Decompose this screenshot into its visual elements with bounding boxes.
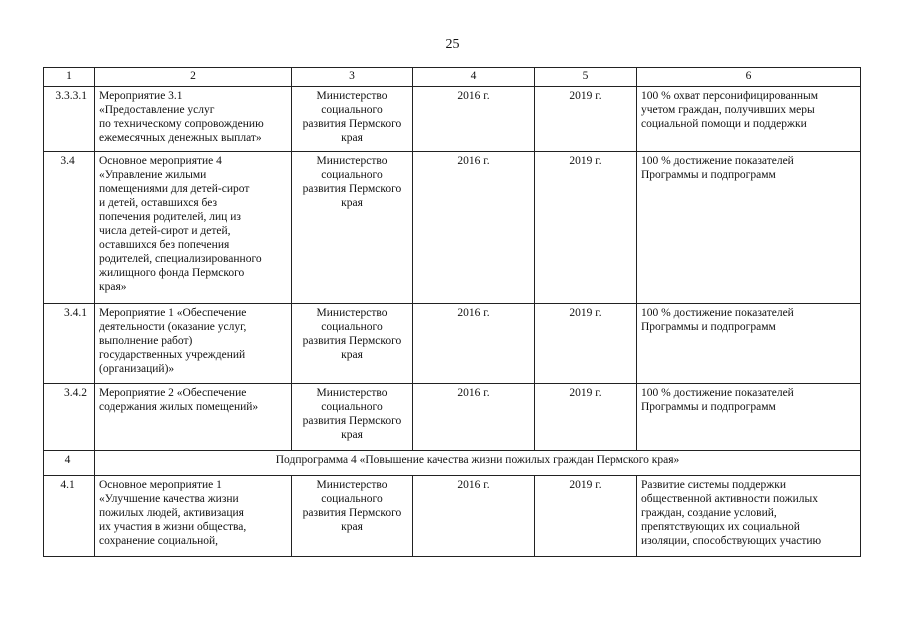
activity-name: Мероприятие 1 «Обеспечение деятельности (оказание услуг, выполнение работ) государственных учреждений (организаций)»: [95, 304, 292, 384]
table-row: [44, 152, 861, 304]
activity-name: Мероприятие 3.1 «Предоставление услуг по техническому сопровождению ежемесячных денежных выплат»: [95, 87, 292, 152]
start-year: 2016 г.: [413, 87, 535, 152]
end-year: 2019 г.: [535, 384, 637, 451]
table-row: [44, 87, 861, 152]
header-col-1: 1: [44, 68, 95, 87]
start-year: 2016 г.: [413, 152, 535, 304]
activity-name: Основное мероприятие 1 «Улучшение качества жизни пожилых людей, активизация их участия в жизни общества, сохранение социальной,: [95, 476, 292, 557]
responsible-org: Министерство социального развития Пермского края: [292, 476, 413, 557]
table-row: [44, 304, 861, 384]
subprogram-title: Подпрограмма 4 «Повышение качества жизни пожилых граждан Пермского края»: [95, 451, 861, 476]
table-row: [44, 384, 861, 451]
start-year: 2016 г.: [413, 384, 535, 451]
end-year: 2019 г.: [535, 304, 637, 384]
table-header-row: [44, 68, 861, 87]
responsible-org: Министерство социального развития Пермского края: [292, 87, 413, 152]
row-number: 4.1: [44, 476, 95, 557]
start-year: 2016 г.: [413, 476, 535, 557]
header-col-4: 4: [413, 68, 535, 87]
end-year: 2019 г.: [535, 476, 637, 557]
row-number: 3.3.3.1: [44, 87, 95, 152]
end-year: 2019 г.: [535, 87, 637, 152]
header-col-6: 6: [637, 68, 861, 87]
subprogram-number: 4: [44, 451, 95, 476]
responsible-org: Министерство социального развития Пермского края: [292, 384, 413, 451]
expected-result: 100 % достижение показателей Программы и подпрограмм: [637, 152, 861, 304]
header-col-2: 2: [95, 68, 292, 87]
header-col-5: 5: [535, 68, 637, 87]
row-number: 3.4.2: [44, 384, 95, 451]
activities-table: [43, 67, 861, 557]
expected-result: Развитие системы поддержки общественной активности пожилых граждан, создание условий, препятствующих их социальной изоляции, способствующих участию: [637, 476, 861, 557]
header-col-3: 3: [292, 68, 413, 87]
activity-name: Основное мероприятие 4 «Управление жилыми помещениями для детей-сирот и детей, оставшихся без попечения родителей, лиц из числа детей-сирот и детей, оставшихся без попечения родителей, специализированного жилищного фонда Пермского края»: [95, 152, 292, 304]
expected-result: 100 % охват персонифицированным учетом граждан, получивших меры социальной помощи и поддержки: [637, 87, 861, 152]
subprogram-row: [44, 451, 861, 476]
responsible-org: Министерство социального развития Пермского края: [292, 304, 413, 384]
row-number: 3.4.1: [44, 304, 95, 384]
end-year: 2019 г.: [535, 152, 637, 304]
activity-name: Мероприятие 2 «Обеспечение содержания жилых помещений»: [95, 384, 292, 451]
table-row: [44, 476, 861, 557]
responsible-org: Министерство социального развития Пермского края: [292, 152, 413, 304]
page-number: 25: [445, 37, 460, 52]
row-number: 3.4: [44, 152, 95, 304]
expected-result: 100 % достижение показателей Программы и подпрограмм: [637, 384, 861, 451]
start-year: 2016 г.: [413, 304, 535, 384]
expected-result: 100 % достижение показателей Программы и подпрограмм: [637, 304, 861, 384]
